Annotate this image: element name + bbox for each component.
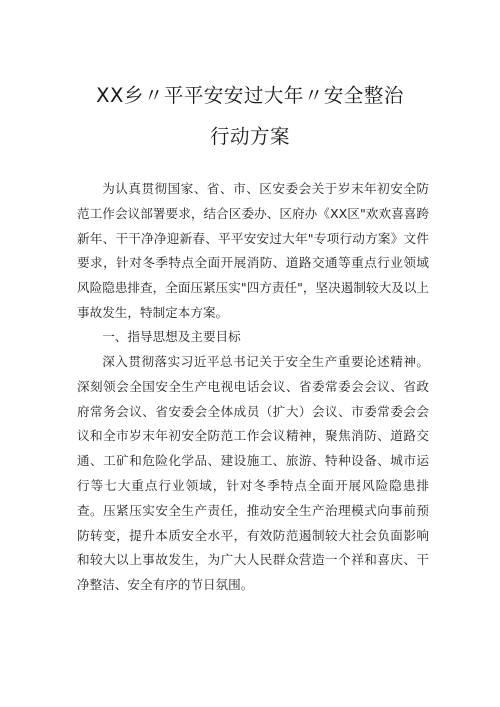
section-heading <box>77 325 429 350</box>
document-title-line-2: 行动方案 <box>209 125 290 148</box>
paragraph-text: 为认真贯彻国家、省、市、区安委会关于岁末年初安全防范工作会议部署要求，结合区委办、区府办《XX区"欢欢喜喜跨新年、干干净净迎新春、平平安安过大年"专项行动方案》文件要求，针对冬季特点全面开展消防、道路交通等重点行业领域风险隐患排查，全面压紧压实"四方责任"，坚决遏制较大及以上事故发生，特制定本方案。 <box>77 181 429 320</box>
body-paragraph-guiding-thought <box>77 350 429 598</box>
section-heading-text: 一、指导思想及主要目标 <box>102 329 241 344</box>
document-title-line-1: XX乡〃平平安安过大年〃安全整治 <box>96 84 404 107</box>
paragraph-text: 深入贯彻落实习近平总书记关于安全生产重要论述精神。深刻领会全国安全生产电视电话会议、省委常委会会议、省政府常务会议、省安委会全体成员（扩大）会议、市委常委会会议和全市岁末年初安全防范工作会议精神，聚焦消防、道路交通、工矿和危险化学品、建设施工、旅游、特种设备、城市运行等七大重点行业领域，针对冬季特点全面开展风险隐患排查。压紧压实安全生产责任，推动安全生产治理模式向事前预防转变，提升本质安全水平，有效防范遏制较大社会负面影响和较大以上事故发生，为广大人民群众营造一个祥和喜庆、干净整洁、安全有序的节日氛围。 <box>77 354 429 593</box>
body-paragraph-intro <box>77 177 429 326</box>
